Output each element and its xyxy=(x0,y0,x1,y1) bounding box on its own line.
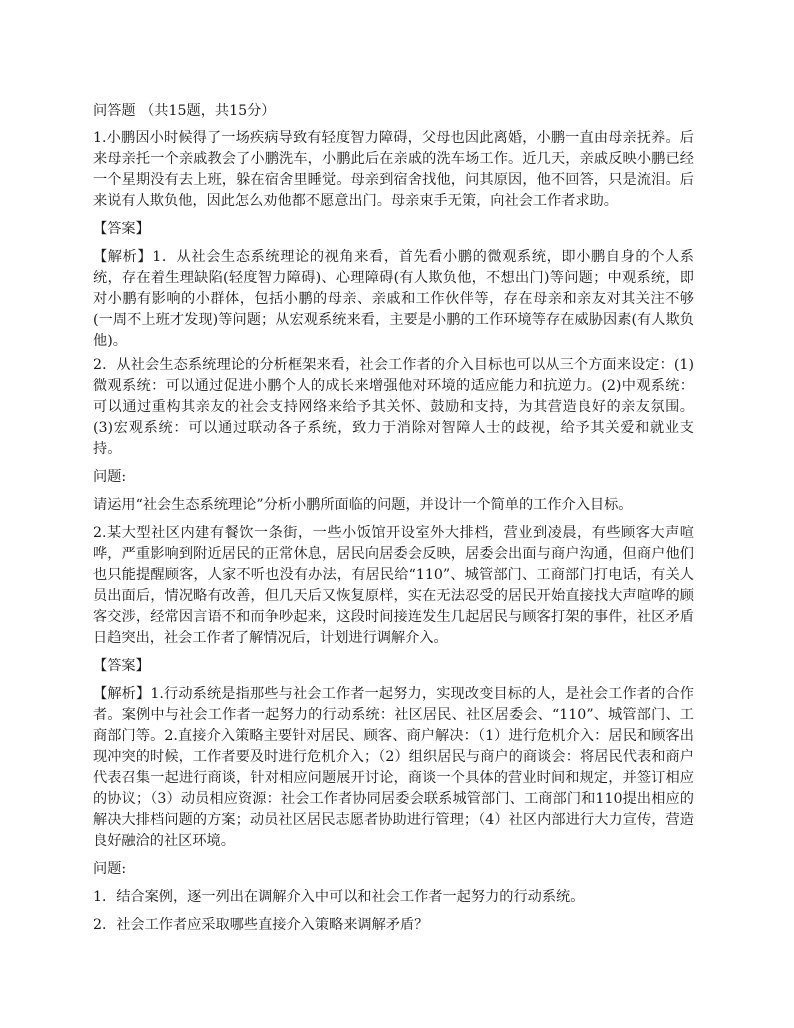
question-2-analysis-text-1: 1.行动系统是指那些与社会工作者一起努力，实现改变目标的人，是社会工作者的合作者。案例中与社会工作者一起努力的行动系统：社区居民、社区居委会、“110”、城管部门、工商部门等。2.直接介入策略主要针对居民、顾客、商户解决：（1）进行危机介入：居民和顾客出现冲突的时候，工作者要及时进行危机介入；（2）组织居民与商户的商谈会：将居民代表和商户代表召集一起进行商谈，针对相应问题展开讨论，商谈一个具体的营业时间和规定，并签订相应的协议；（3）动员相应资源：社会工作者协同居委会联系城管部门、工商部门和110提出相应的解决大排档问题的方案；动员社区居民志愿者协助进行管理；（4）社区内部进行大力宣传，营造良好融洽的社区环境。 xyxy=(93,686,694,849)
question-1-analysis-1 xyxy=(93,247,694,352)
question-1-stem: 1.小鹏因小时候得了一场疾病导致有轻度智力障碍，父母也因此离婚，小鹏一直由母亲抚养。后来母亲托一个亲戚教会了小鹏洗车，小鹏此后在亲戚的洗车场工作。近几天，亲戚反映小鹏已经一个星期没有去上班，躲在宿舍里睡觉。母亲到宿舍找他，问其原因，他不回答，只是流泪。后来说有人欺负他，因此怎么劝他都不愿意出门。母亲束手无策，向社会工作者求助。 xyxy=(93,130,694,209)
question-2-sub-question-1: 1．结合案例，逐一列出在调解介入中可以和社会工作者一起努力的行动系统。 xyxy=(93,889,585,905)
question-2-answer-label: 【答案】 xyxy=(93,658,150,674)
question-2-analysis-1 xyxy=(93,684,694,852)
question-1-analysis-label: 【解析】 xyxy=(93,249,153,265)
question-1-analysis-text-1: 1．从社会生态系统理论的视角来看，首先看小鹏的微观系统，即小鹏自身的个人系统，存在着生理缺陷(轻度智力障碍)、心理障碍(有人欺负他，不想出门)等问题；中观系统，即对小鹏有影响的小群体，包括小鹏的母亲、亲戚和工作伙伴等，存在母亲和亲友对其关注不够(一周不上班才发现)等问题；从宏观系统来看，主要是小鹏的工作环境等存在威胁因素(有人欺负他)。 xyxy=(93,249,694,349)
question-1-analysis-2: 2．从社会生态系统理论的分析框架来看，社会工作者的介入目标也可以从三个方面来设定：(1)微观系统：可以通过促进小鹏个人的成长来增强他对环境的适应能力和抗逆力。(2)中观系统：可以通过重构其亲友的社会支持网络来给予其关怀、鼓励和支持，为其营造良好的亲友氛围。(3)宏观系统：可以通过联动各子系统，致力于消除对智障人士的歧视，给予其关爱和就业支持。 xyxy=(93,357,694,457)
question-2-question-label: 问题: xyxy=(93,861,127,877)
question-2-stem: 2.某大型社区内建有餐饮一条街，一些小饭馆开设室外大排档，营业到凌晨，有些顾客大声喧哗，严重影响到附近居民的正常休息，居民向居委会反映，居委会出面与商户沟通，但商户他们也只能提醒顾客，人家不听也没有办法，有居民给“110”、城管部门、工商部门打电话，有关人员出面后，情况略有改善，但几天后又恢复原样，实在无法忍受的居民开始直接找大声喧哗的顾客交涉，经常因言语不和而争吵起来，这段时间接连发生几起居民与顾客打架的事件，社区矛盾日趋突出，社会工作者了解情况后，计划进行调解介入。 xyxy=(93,525,694,646)
question-1-question-label: 问题: xyxy=(93,469,127,485)
question-1-answer-label: 【答案】 xyxy=(93,221,150,237)
question-2-sub-question-2: 2．社会工作者应采取哪些直接介入策略来调解矛盾？ xyxy=(93,917,429,933)
question-1-sub-question-1: 请运用“社会生态系统理论”分析小鹏所面临的问题，并设计一个简单的工作介入目标。 xyxy=(93,497,633,513)
question-2-analysis-label: 【解析】 xyxy=(93,686,151,702)
section-title: 问答题 （共15题，共15分） xyxy=(93,103,276,119)
